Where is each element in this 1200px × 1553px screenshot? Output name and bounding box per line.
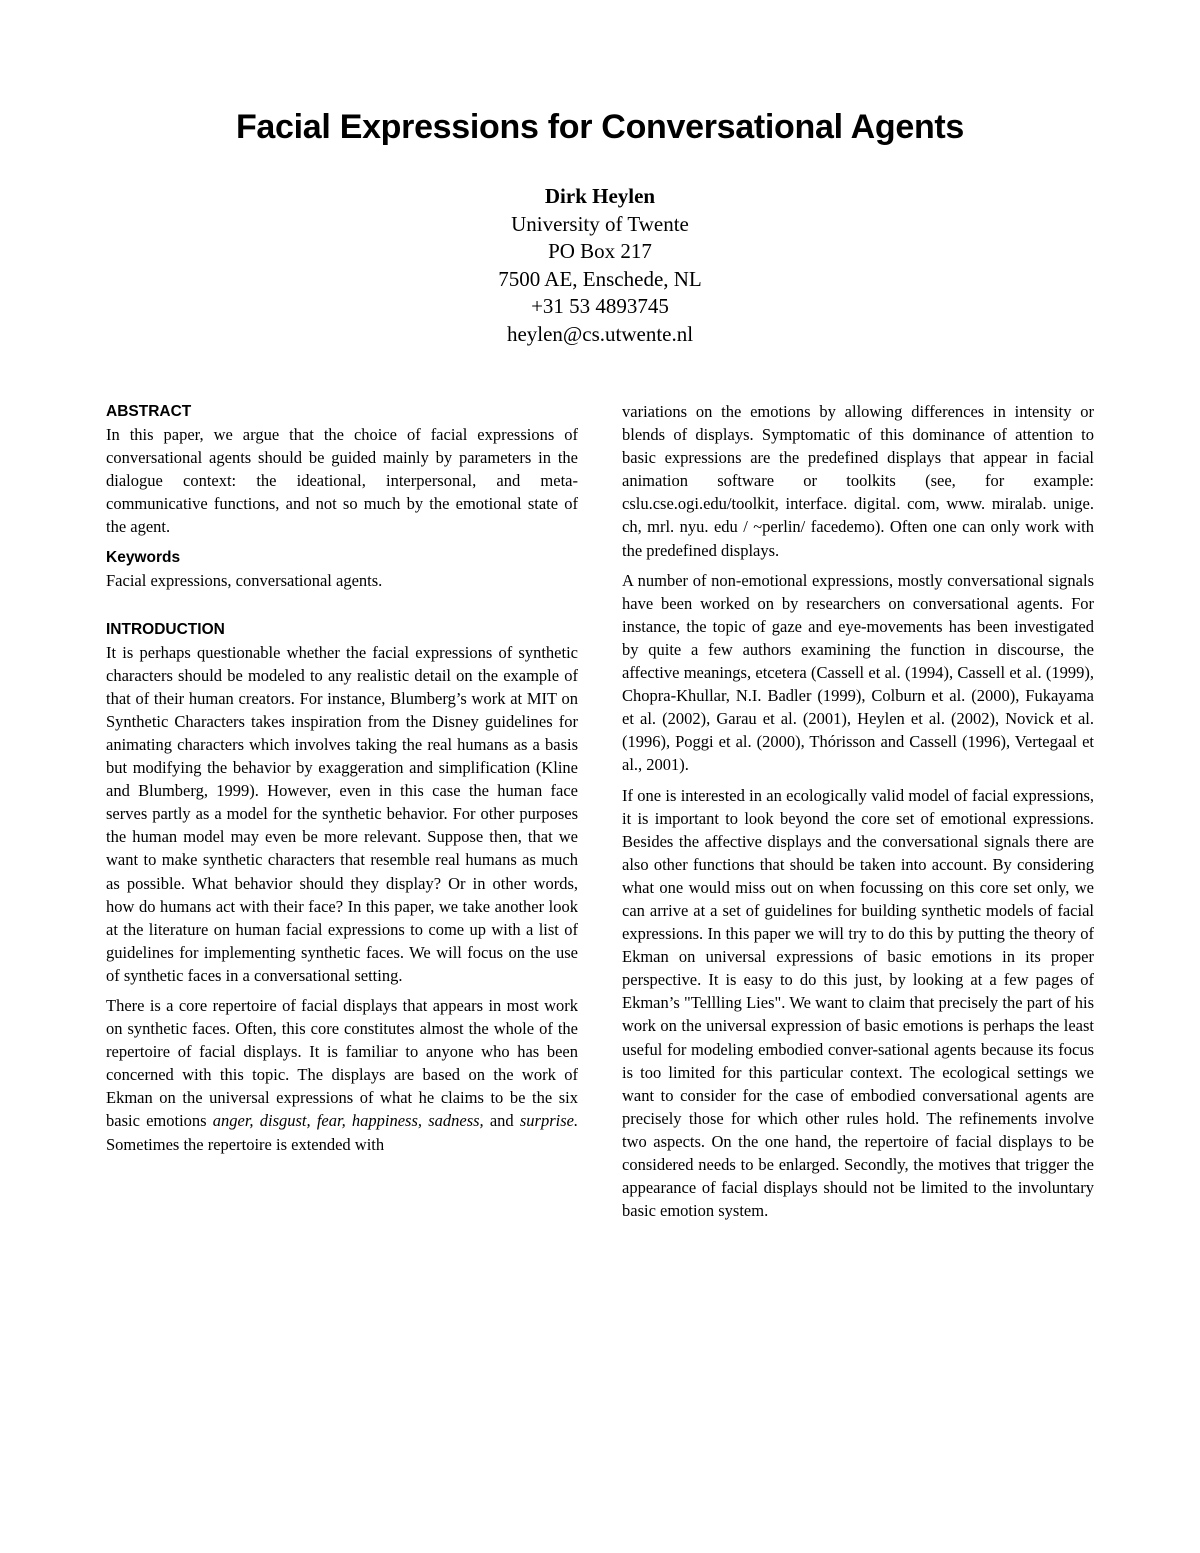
right-column: [622, 400, 1094, 1222]
emotion-anger: anger,: [212, 1111, 254, 1131]
emotion-fear: fear,: [316, 1111, 346, 1131]
conjunction-and: and: [489, 1111, 514, 1131]
paragraph-2-text: There is a core repertoire of facial displays that appears in most work on synthetic faces. Often, this core constitutes almost the whole of the repertoire of facial displays. It is familiar to anyone who has been concerned with this topic. The displays are based on the work of Ekman on the universal expressions of what he claims to be the six basic emotions: [106, 995, 578, 1131]
abstract-text: In this paper, we argue that the choice of facial expressions of conversational agents should be guided mainly by parameters in the dialogue context: the ideational, interpersonal, and meta-communicative functions, and not so much by the emotional state of the agent.: [106, 425, 578, 537]
paragraph-2-break-text: Sometimes the repertoire is extended with: [106, 1134, 385, 1154]
keywords-text: Facial expressions, conversational agents.: [106, 571, 383, 591]
emotion-happiness: happiness,: [351, 1111, 423, 1131]
introduction-paragraph-3: A number of non-emotional expressions, mostly conversational signals have been worked on by researchers on conversational agents. For instance, the topic of gaze and eye-movements has been investigated by quite a few authors examining the function in discourse, the affective meanings, etcetera (Cassell et al. (1994), Cassell et al. (1999), Chopra-Khullar, N.I. Badler (1999), Colburn et al. (2000), Fukayama et al. (2002), Garau et al. (2001), Heylen et al. (2002), Novick et al. (1996), Poggi et al. (2000), Thórisson and Cassell (1996), Vertegaal et al., 2001).: [622, 570, 1094, 775]
author-address-line-2: 7500 AE, Enschede, NL: [498, 266, 702, 291]
left-column: [106, 400, 578, 1156]
abstract-heading: ABSTRACT: [106, 403, 192, 420]
introduction-paragraph-2-start: [106, 994, 578, 1156]
introduction-paragraph-2-end: variations on the emotions by allowing differences in intensity or blends of displays. Symptomatic of this dominance of attention to basic expressions are the predefined displays that appear in facial animation software or toolkits (see, for example: cslu.cse.ogi.edu/toolkit, interface. digital. com, www. miralab. unige. ch, mrl. nyu. edu / ~perlin/ facedemo). Often one can only work with the predefined displays.: [622, 402, 1094, 560]
author-name: Dirk Heylen: [544, 184, 656, 208]
introduction-heading: INTRODUCTION: [106, 620, 225, 638]
paper-title: Facial Expressions for Conversational Agents: [235, 108, 965, 146]
emotion-sadness: sadness,: [428, 1111, 484, 1131]
author-phone: +31 53 4893745: [531, 294, 669, 319]
author-email: heylen@cs.utwente.nl: [506, 321, 694, 346]
emotion-disgust: disgust,: [259, 1111, 311, 1131]
emotion-surprise: surprise.: [519, 1111, 579, 1131]
author-block: [0, 183, 1200, 349]
keywords-heading: Keywords: [106, 549, 181, 567]
author-address-line-1: PO Box 217: [548, 239, 652, 264]
introduction-paragraph-1: It is perhaps questionable whether the facial expressions of synthetic characters should be modeled to any realistic detail on the example of that of their human creators. For instance, Blumberg’s work at MIT on Synthetic Characters takes inspiration from the Disney guidelines for animating characters which involves taking the real humans as a basis but modifying the behavior by exaggeration and simplification (Kline and Blumberg, 1999). However, even in this case the human face serves partly as a model for the synthetic behavior. For other purposes the human model may even be more relevant. Suppose then, that we want to make synthetic characters that resemble real humans as much as possible. What behavior should they display? Or in other words, how do humans act with their face? In this paper, we take another look at the literature on human facial expressions to come up with a list of guidelines for implementing synthetic faces. We will focus on the use of synthetic faces in a conversational setting.: [106, 642, 578, 985]
author-affiliation: University of Twente: [511, 211, 689, 236]
introduction-paragraph-4: If one is interested in an ecologically valid model of facial expressions, it is important to look beyond the core set of emotional expressions. Besides the affective displays and the conversational signals there are also other functions that should be taken into account. By considering what one would miss out on when focussing on this core set only, we can arrive at a set of guidelines for building synthetic models of facial expressions. In this paper we will try to do this by putting the theory of Ekman on universal expressions of basic emotions in its proper perspective. It is easy to do this just, by looking at a few pages of Ekman’s "Tellling Lies". We want to claim that precisely the part of his work on the universal expression of basic emotions is perhaps the least useful for modeling embodied conver-sational agents because its focus is too limited for this particular context. The ecological settings we want to consider for the case of embodied conversational agents are precisely those for which other rules hold. The refinements involve two aspects. On the one hand, the repertoire of facial displays to be considered needs to be enlarged. Secondly, the motives that trigger the appearance of facial displays should not be limited to the involuntary basic emotion system.: [622, 785, 1094, 1221]
